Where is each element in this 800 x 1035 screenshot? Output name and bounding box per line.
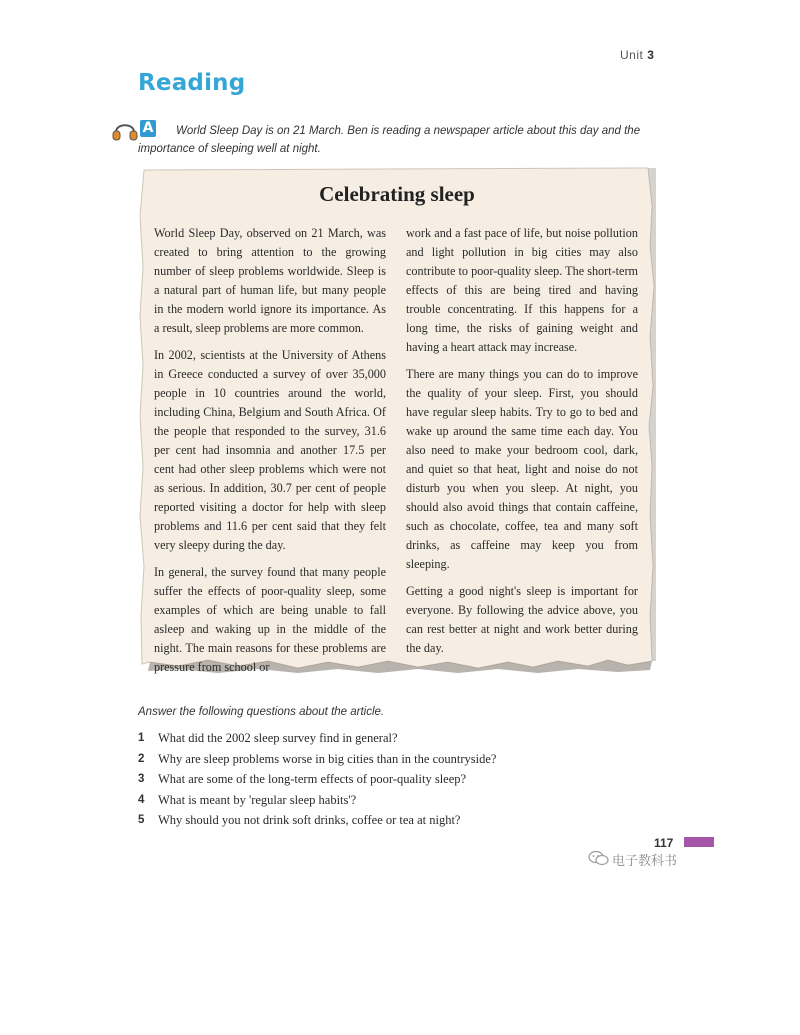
- article-paragraph: Getting a good night's sleep is important for everyone. By following the advice above, you can rest better at night and work better during the day.: [406, 584, 638, 655]
- question-item: [138, 790, 698, 811]
- watermark-text: 电子教科书: [612, 854, 678, 869]
- article-paragraph: In 2002, scientists at the University of Athens in Greece conducted a survey of over 35,000 people in 10 countries around the world, including China, Belgium and South Africa. Of the people that responded to the survey, 31.6 per cent had insomnia and another 17.5 per cent had other sleep problems which were not as serious. In addition, 30.7 per cent of people reported visiting a doctor for help with sleep problems and 11.6 per cent said that they felt very sleepy during the day.: [154, 348, 386, 552]
- article-paragraph: There are many things you can do to improve the quality of your sleep. First, you should have regular sleep habits. Try to go to bed and wake up around the same time each day. You also need to make your bedroom cool, dark, and quiet so that heat, light and noise do not disturb you when you sleep. At night, you should also avoid things that contain caffeine, such as chocolate, coffee, tea and many soft drinks, as caffeine may keep you from sleeping.: [406, 367, 638, 571]
- question-item: [138, 749, 698, 770]
- article-paragraph: work and a fast pace of life, but noise pollution and light pollution in big cities may also contribute to poor-quality sleep. The short-term effects of this are being tired and having trouble concentrating. If this happens for a long time, the risks of gaining weight and having a heart attack may increase.: [406, 226, 638, 354]
- question-number: 3: [138, 773, 145, 785]
- wechat-icon: [588, 850, 610, 866]
- question-number: 1: [138, 732, 145, 744]
- article-left-column: [154, 224, 386, 685]
- page-number: 117: [654, 836, 674, 850]
- activity-badge: A: [140, 120, 156, 137]
- article-paper: [138, 166, 656, 674]
- questions-heading: Answer the following questions about the article.: [138, 706, 385, 718]
- question-text: What is meant by 'regular sleep habits'?: [158, 792, 357, 807]
- questions-section: [138, 706, 698, 831]
- question-text: What are some of the long-term effects of poor-quality sleep?: [158, 772, 467, 786]
- question-item: [138, 769, 698, 790]
- section-title: Reading: [138, 70, 246, 96]
- unit-number: 3: [647, 48, 655, 62]
- question-text: Why are sleep problems worse in big cities than in the countryside?: [158, 751, 497, 766]
- question-text: What did the 2002 sleep survey find in general?: [158, 731, 398, 745]
- question-item: [138, 810, 698, 831]
- question-item: [138, 728, 698, 749]
- article-paragraph: In general, the survey found that many people suffer the effects of poor-quality sleep, some examples of which are being unable to fall asleep and waking up in the middle of the night. The main reasons for these problems are pressure from school or: [154, 565, 386, 674]
- page-number-bar: [684, 837, 714, 847]
- article-title: Celebrating sleep: [319, 182, 475, 206]
- unit-label: [620, 48, 654, 62]
- article-right-column: [406, 224, 638, 666]
- question-text: Why should you not drink soft drinks, coffee or tea at night?: [158, 813, 461, 827]
- article-paragraph: World Sleep Day, observed on 21 March, was created to bring attention to the growing number of sleep problems worldwide. Sleep is a natural part of human life, but many people in the modern world ignore its importance. As a result, sleep problems are more common.: [154, 226, 386, 335]
- intro-text: World Sleep Day is on 21 March. Ben is reading a newspaper article about this day and the importance of sleeping well at night.: [138, 125, 641, 155]
- question-number: 5: [138, 814, 145, 826]
- unit-word: Unit: [620, 48, 644, 62]
- question-number: 4: [138, 793, 145, 806]
- headphones-icon: [112, 118, 138, 142]
- question-number: 2: [138, 752, 145, 765]
